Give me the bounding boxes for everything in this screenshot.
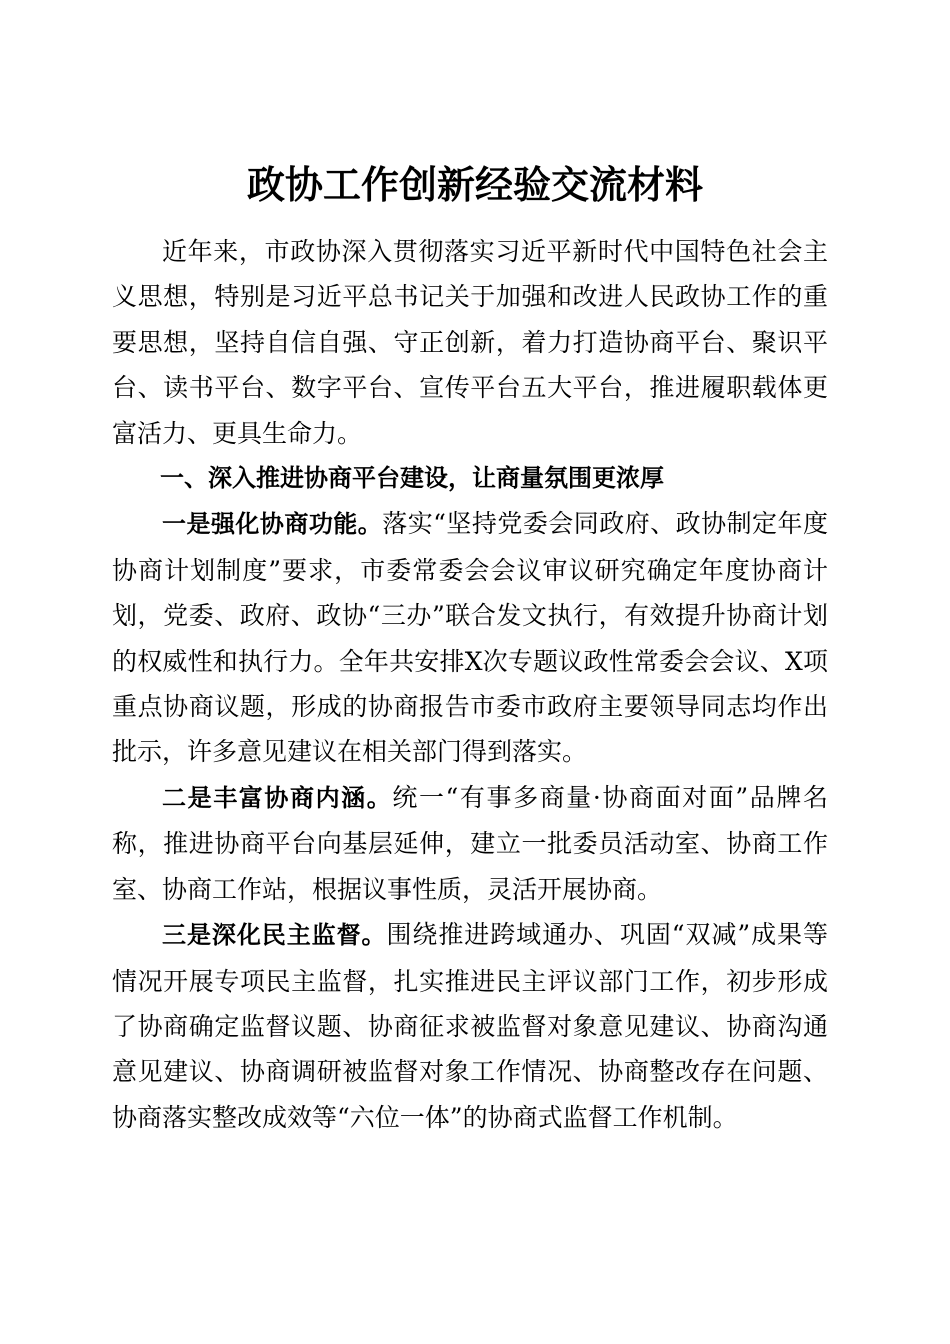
intro-paragraph: 近年来，市政协深入贯彻落实习近平新时代中国特色社会主义思想，特别是习近平总书记关于加强和改进人民政协工作的重要思想，坚持自信自强、守正创新，着力打造协商平台、聚识平台、读书平台、数字平台、宣传平台五大平台，推进履职载体更富活力、更具生命力。 <box>112 237 828 448</box>
item-1-text: 落实“坚持党委会同政府、政协制定年度协商计划制度”要求，市委常委会会议审议研究确定年度协商计划，党委、政府、政协“三办”联合发文执行，有效提升协商计划的权威性和执行力。全年共安排X次专题议政性常委会会议、X项重点协商议题，形成的协商报告市委市政府主要领导同志均作出批示，许多意见建议在相关部门得到落实。 <box>112 509 828 767</box>
item-2-lead: 二是丰富协商内涵。 <box>162 783 393 812</box>
paragraph-item-1 <box>112 501 828 774</box>
paragraph-item-3 <box>112 912 828 1140</box>
document-title: 政协工作创新经验交流材料 <box>246 162 703 208</box>
paragraph-item-2 <box>112 775 828 912</box>
item-3-lead: 三是深化民主监督。 <box>162 921 387 950</box>
item-3-text: 围绕推进跨域通办、巩固“双减”成果等情况开展专项民主监督，扎实推进民主评议部门工作，初步形成了协商确定监督议题、协商征求被监督对象意见建议、协商沟通意见建议、协商调研被监督对象工作情况、协商整改存在问题、协商落实整改成效等“六位一体”的协商式监督工作机制。 <box>112 920 828 1132</box>
item-2-text: 统一“有事多商量·协商面对面”品牌名称，推进协商平台向基层延伸，建立一批委员活动室、协商工作室、协商工作站，根据议事性质，灵活开展协商。 <box>112 782 828 904</box>
item-1-lead: 一是强化协商功能。 <box>162 510 383 539</box>
section-heading: 一、深入推进协商平台建设，让商量氛围更浓厚 <box>160 464 664 493</box>
document-body <box>112 229 828 1140</box>
